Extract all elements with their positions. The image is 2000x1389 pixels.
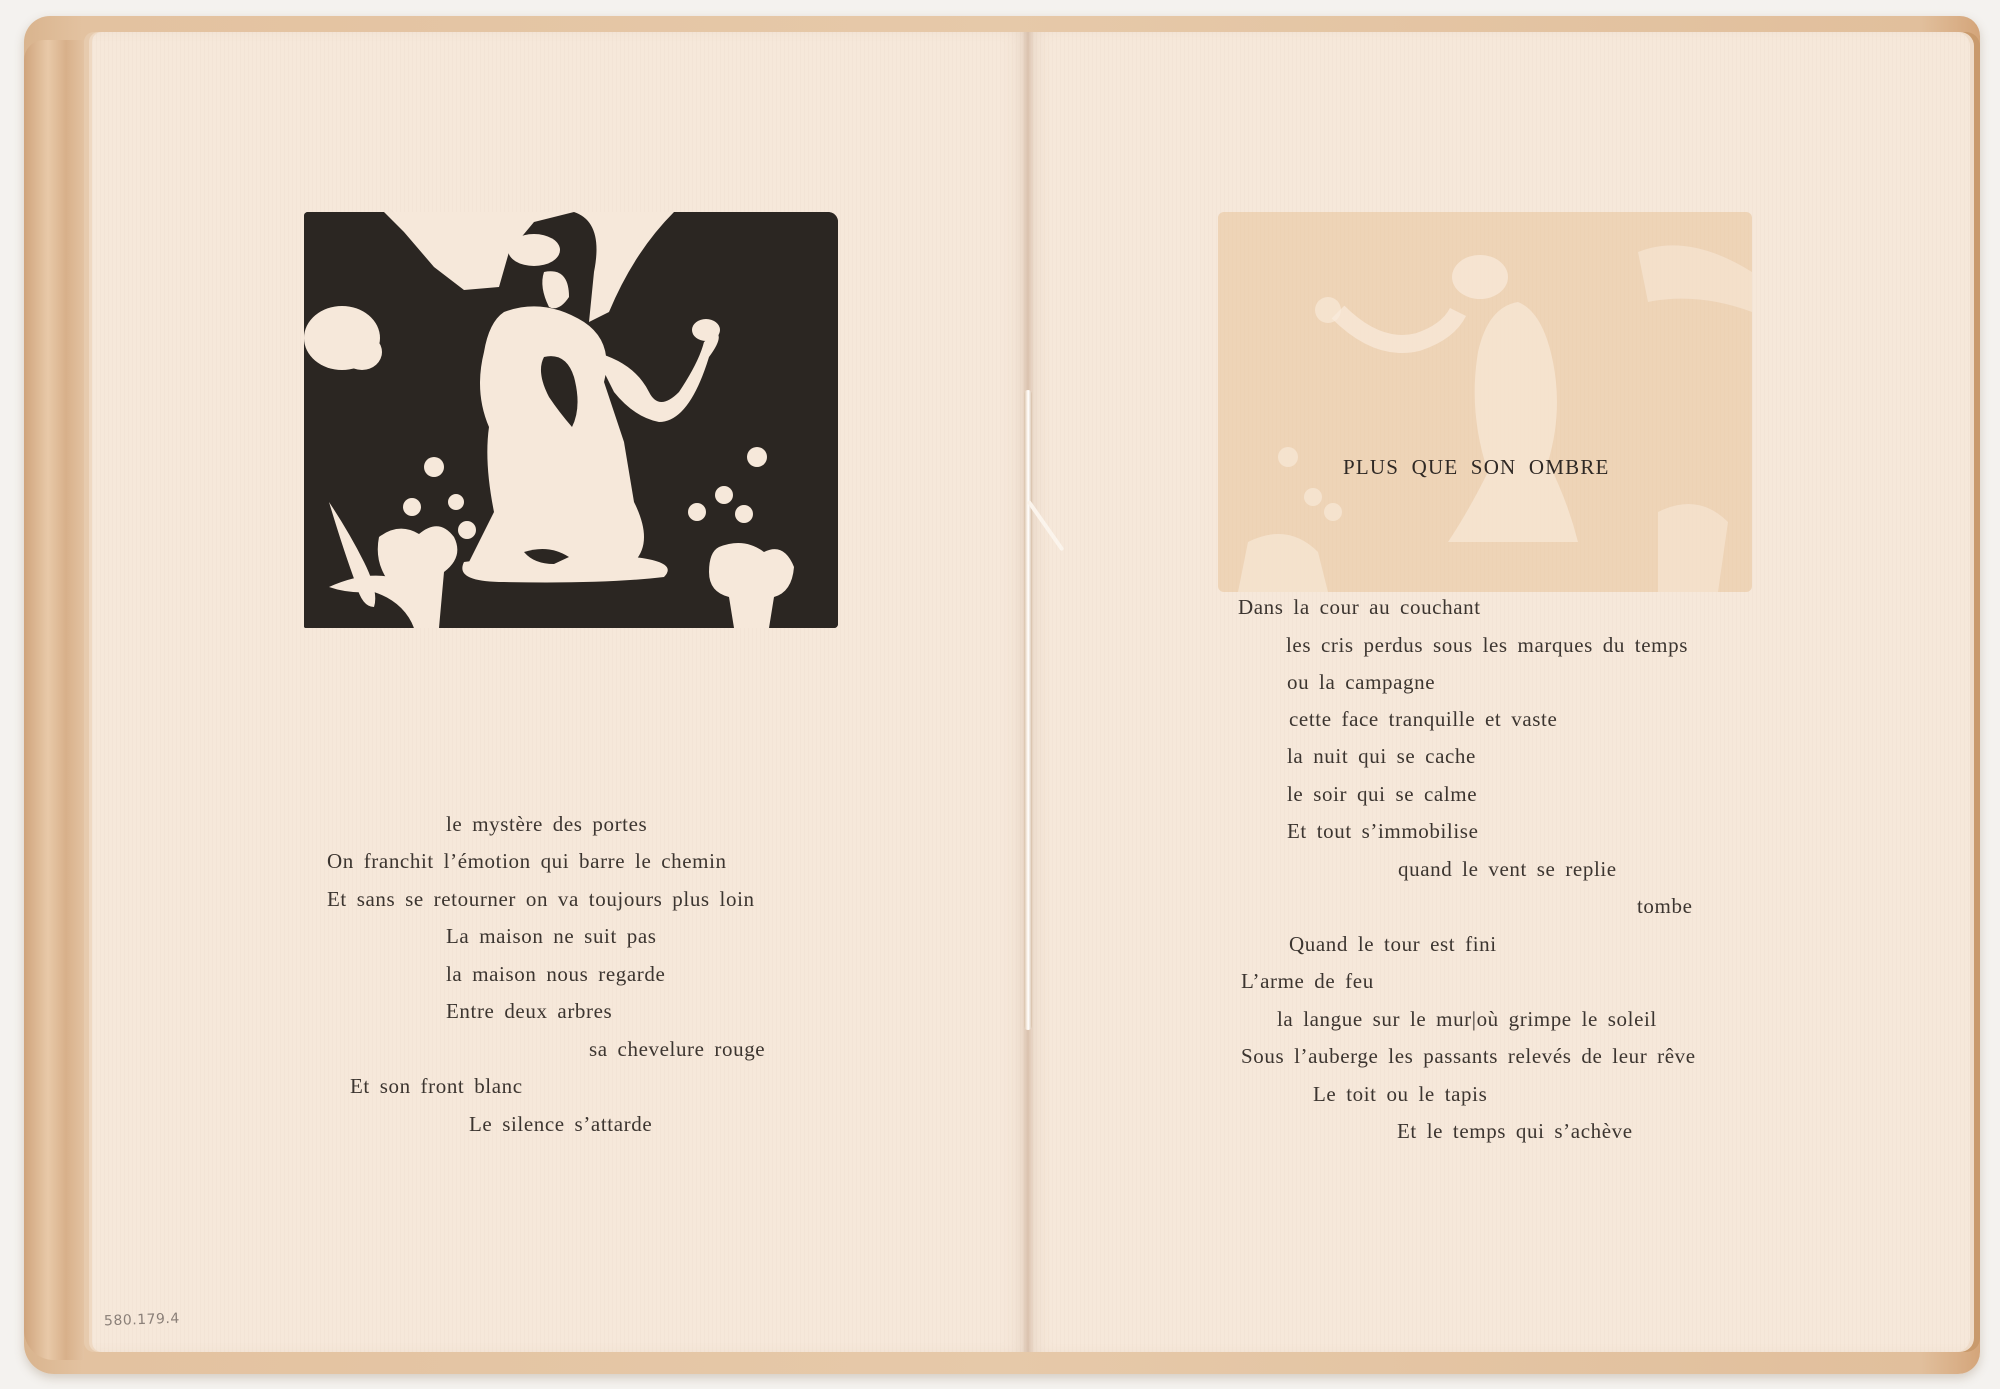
poem-line: sa chevelure rouge [589,1037,766,1061]
poem-title: PLUS QUE SON OMBRE [1343,455,1610,479]
poem-line: la nuit qui se cache [1287,744,1476,768]
poem-line: ou la campagne [1287,670,1436,694]
poem-line: Dans la cour au couchant [1238,595,1481,619]
poem-line: cette face tranquille et vaste [1289,707,1558,731]
poem-line: Et sans se retourner on va toujours plus loin [327,887,755,911]
ghost-figure-icon [1218,212,1752,592]
poem-line: Et le temps qui s’achève [1397,1119,1633,1143]
poem-line: les cris perdus sous les marques du temps [1286,633,1688,657]
cover-edge-left [24,40,84,1360]
poem-line: le soir qui se calme [1287,782,1478,806]
accession-number: 580.179.4 [103,1310,181,1330]
poem-line: On franchit l’émotion qui barre le chemin [327,849,727,873]
poem-line: Entre deux arbres [446,999,613,1023]
woodcut-figure-icon [304,212,838,628]
poem-line: quand le vent se replie [1398,857,1617,881]
woodcut-illustration [304,212,838,628]
poem-line: L’arme de feu [1241,969,1374,993]
poem-line: Quand le tour est fini [1289,932,1497,956]
offset-ghost-illustration [1218,212,1752,592]
poem-line: Et son front blanc [350,1074,523,1098]
poem-line: Sous l’auberge les passants relevés de leur rêve [1241,1044,1696,1068]
poem-line: Et tout s’immobilise [1287,819,1479,843]
poem-line: tombe [1637,894,1693,918]
binding-thread [1024,390,1032,1030]
poem-line: la maison nous regarde [446,962,666,986]
poem-line: le mystère des portes [446,812,648,836]
poem-line: La maison ne suit pas [446,924,657,948]
poem-line: Le toit ou le tapis [1313,1082,1488,1106]
poem-line: Le silence s’attarde [469,1112,653,1136]
poem-line: la langue sur le mur|où grimpe le soleil [1277,1007,1657,1031]
